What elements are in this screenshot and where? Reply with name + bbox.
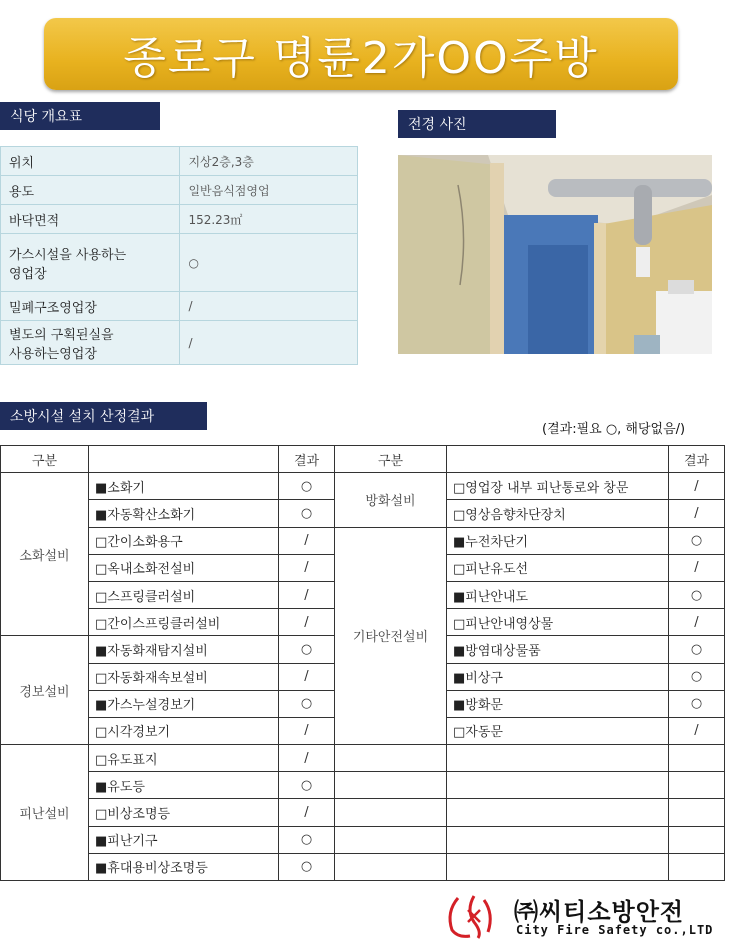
result-cell: / xyxy=(669,473,725,500)
empty-cell xyxy=(335,772,447,799)
empty-cell xyxy=(447,826,669,853)
overview-value: / xyxy=(180,321,358,365)
overview-section-label: 식당 개요표 xyxy=(0,102,160,130)
overview-row xyxy=(1,205,358,234)
item-cell: ■자동확산소화기 xyxy=(89,500,279,527)
result-section-label: 소방시설 설치 산정결과 xyxy=(0,402,207,430)
category-cell: 경보설비 xyxy=(1,636,89,745)
item-cell: ■피난안내도 xyxy=(447,581,669,608)
company-name: ㈜씨티소방안전 xyxy=(514,898,685,926)
item-cell: □피난유도선 xyxy=(447,554,669,581)
table-row xyxy=(1,745,725,772)
item-cell: □비상조명등 xyxy=(89,799,279,826)
result-cell: ○ xyxy=(279,772,335,799)
result-cell: ○ xyxy=(279,853,335,880)
empty-cell xyxy=(447,853,669,880)
item-cell: □스프링클러설비 xyxy=(89,581,279,608)
kitchen-photo-illustration xyxy=(398,155,712,354)
empty-cell xyxy=(669,826,725,853)
item-cell: ■소화기 xyxy=(89,473,279,500)
company-name-english: City Fire Safety co.,LTD xyxy=(516,923,714,937)
empty-cell xyxy=(669,745,725,772)
empty-cell xyxy=(335,826,447,853)
result-cell: / xyxy=(279,717,335,744)
overview-label-line: 가스시설을 사용하는 xyxy=(9,247,127,263)
empty-cell xyxy=(669,853,725,880)
item-cell: ■비상구 xyxy=(447,663,669,690)
overview-label: 위치 xyxy=(1,147,180,176)
overview-value: 152.23㎡ xyxy=(180,205,358,234)
overview-label: 밀폐구조영업장 xyxy=(1,292,180,321)
fire-facility-table xyxy=(0,445,725,881)
overview-label-line: 별도의 구획된실을 xyxy=(9,327,114,343)
result-cell: / xyxy=(669,500,725,527)
item-cell: ■자동화재탐지설비 xyxy=(89,636,279,663)
item-cell: □옥내소화전설비 xyxy=(89,554,279,581)
result-cell: / xyxy=(279,527,335,554)
item-cell: □간이소화용구 xyxy=(89,527,279,554)
result-cell: / xyxy=(279,799,335,826)
result-cell: / xyxy=(669,554,725,581)
overview-row xyxy=(1,292,358,321)
result-cell: / xyxy=(279,663,335,690)
overview-label xyxy=(1,321,180,365)
item-cell: ■피난기구 xyxy=(89,826,279,853)
header-result-right: 결과 xyxy=(669,446,725,473)
overview-label: 용도 xyxy=(1,176,180,205)
result-cell: ○ xyxy=(669,581,725,608)
overview-value: 지상2층,3층 xyxy=(180,147,358,176)
item-cell: □자동문 xyxy=(447,717,669,744)
category-cell: 피난설비 xyxy=(1,745,89,881)
table-row xyxy=(1,826,725,853)
empty-cell xyxy=(669,799,725,826)
table-row xyxy=(1,853,725,880)
item-cell: □간이스프링클러설비 xyxy=(89,609,279,636)
result-cell: ○ xyxy=(279,690,335,717)
result-cell: / xyxy=(279,609,335,636)
result-cell: ○ xyxy=(279,473,335,500)
item-cell: □피난안내영상물 xyxy=(447,609,669,636)
overview-label xyxy=(1,234,180,292)
overview-row xyxy=(1,321,358,365)
item-cell: ■가스누설경보기 xyxy=(89,690,279,717)
title-banner xyxy=(44,18,678,90)
overview-table xyxy=(0,146,358,365)
overview-value: ○ xyxy=(180,234,358,292)
page-title: 종로구 명륜2가OO주방 xyxy=(123,33,599,84)
result-cell: ○ xyxy=(279,500,335,527)
empty-cell xyxy=(335,799,447,826)
item-cell: ■휴대용비상조명등 xyxy=(89,853,279,880)
header-result-left: 결과 xyxy=(279,446,335,473)
category-cell: 기타안전설비 xyxy=(335,527,447,745)
item-cell: ■방화문 xyxy=(447,690,669,717)
overview-row xyxy=(1,176,358,205)
table-row xyxy=(1,527,725,554)
result-cell: ○ xyxy=(279,826,335,853)
item-cell: ■누전차단기 xyxy=(447,527,669,554)
photo-section-label: 전경 사진 xyxy=(398,110,556,138)
empty-cell xyxy=(335,745,447,772)
header-item-left xyxy=(89,446,279,473)
item-cell: □영상음향차단장치 xyxy=(447,500,669,527)
overview-label-line: 영업장 xyxy=(9,266,47,282)
overview-label-line: 사용하는영업장 xyxy=(9,346,97,362)
result-cell: ○ xyxy=(279,636,335,663)
result-cell: ○ xyxy=(669,690,725,717)
item-cell: □자동화재속보설비 xyxy=(89,663,279,690)
item-cell: ■방염대상물품 xyxy=(447,636,669,663)
result-cell: ○ xyxy=(669,636,725,663)
overview-value: 일반음식점영업 xyxy=(180,176,358,205)
flame-logo-icon xyxy=(444,892,512,940)
empty-cell xyxy=(669,772,725,799)
overview-value: / xyxy=(180,292,358,321)
overview-row xyxy=(1,147,358,176)
table-header-row xyxy=(1,446,725,473)
overview-row xyxy=(1,234,358,292)
table-row xyxy=(1,772,725,799)
item-cell: □유도표지 xyxy=(89,745,279,772)
item-cell: □시각경보기 xyxy=(89,717,279,744)
result-cell: ○ xyxy=(669,663,725,690)
empty-cell xyxy=(335,853,447,880)
empty-cell xyxy=(447,745,669,772)
category-cell: 방화설비 xyxy=(335,473,447,527)
item-cell: □영업장 내부 피난통로와 창문 xyxy=(447,473,669,500)
legend-note: (결과:필요 ○, 해당없음/) xyxy=(542,422,686,437)
company-logo xyxy=(444,892,734,940)
header-category-left: 구분 xyxy=(1,446,89,473)
header-category-right: 구분 xyxy=(335,446,447,473)
result-cell: / xyxy=(279,554,335,581)
empty-cell xyxy=(447,799,669,826)
category-cell: 소화설비 xyxy=(1,473,89,636)
result-cell: / xyxy=(669,609,725,636)
header-item-right xyxy=(447,446,669,473)
item-cell: ■유도등 xyxy=(89,772,279,799)
result-cell: / xyxy=(279,581,335,608)
result-cell: / xyxy=(279,745,335,772)
result-cell: ○ xyxy=(669,527,725,554)
table-row xyxy=(1,799,725,826)
table-row xyxy=(1,473,725,500)
overview-label: 바닥면적 xyxy=(1,205,180,234)
result-cell: / xyxy=(669,717,725,744)
empty-cell xyxy=(447,772,669,799)
exterior-photo xyxy=(398,155,712,354)
